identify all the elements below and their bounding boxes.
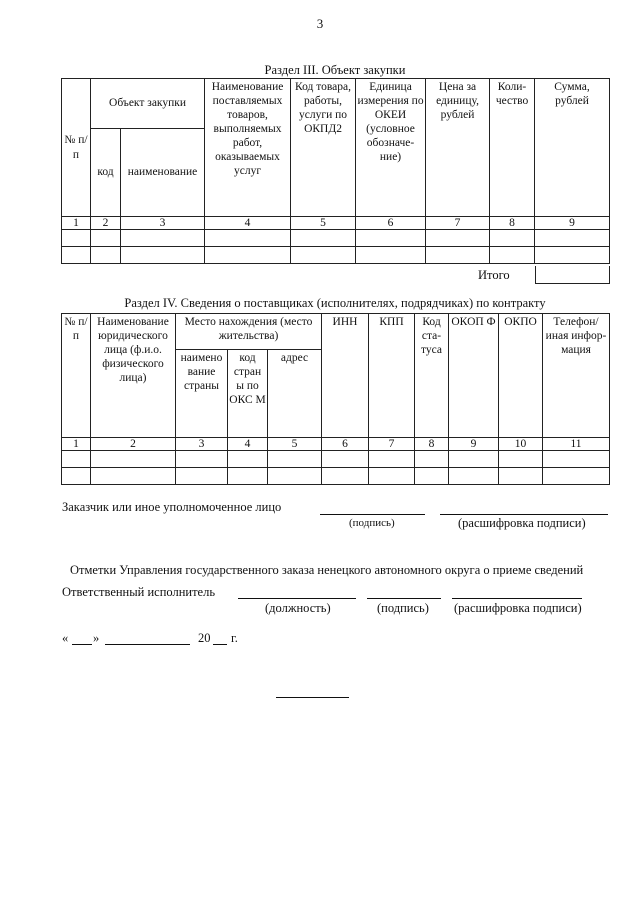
customer-sign-line — [320, 514, 425, 515]
s4-header-legal-name: Наименование юридического лица (ф.и.о. физического лица) — [91, 314, 176, 438]
date-year-prefix: 20 — [198, 631, 211, 645]
s4-header-inn: ИНН — [322, 314, 369, 438]
s3-col-number: 8 — [490, 217, 535, 230]
date-month-line — [105, 644, 190, 645]
s4-col-numbers-row — [62, 438, 610, 451]
date-year-line — [213, 644, 227, 645]
table-row — [62, 451, 610, 468]
s3-total-label: Итого — [478, 268, 510, 282]
s4-header-okpo: ОКПО — [499, 314, 543, 438]
section4-title: Раздел IV. Сведения о поставщиках (исполнителях, подрядчиках) по контракту — [124, 296, 546, 310]
date-day-line — [72, 644, 92, 645]
s4-col-number: 11 — [543, 438, 610, 451]
section3-table — [61, 78, 610, 264]
executor-decode-line — [452, 598, 582, 599]
s3-header-code: код — [91, 129, 121, 217]
s3-header-price: Цена за единицу, рублей — [426, 79, 490, 217]
s4-col-number: 7 — [369, 438, 415, 451]
customer-label: Заказчик или иное уполномоченное лицо — [62, 500, 282, 514]
s4-header-location: Место нахождения (место жительства) — [176, 314, 322, 350]
s4-col-number: 3 — [176, 438, 228, 451]
s4-col-number: 10 — [499, 438, 543, 451]
executor-label: Ответственный исполнитель — [62, 585, 216, 599]
s3-col-number: 2 — [91, 217, 121, 230]
s3-header-qty: Коли-чество — [490, 79, 535, 217]
s3-col-number: 4 — [205, 217, 291, 230]
s4-header-num: № п/п — [62, 314, 91, 438]
s3-col-number: 6 — [356, 217, 426, 230]
s4-header-phone: Телефон/иная инфор-мация — [543, 314, 610, 438]
s4-header-kpp: КПП — [369, 314, 415, 438]
customer-sign-caption: (подпись) — [349, 517, 395, 529]
s3-total-value-cell — [535, 266, 610, 284]
position-line — [238, 598, 356, 599]
date-close-quote: » — [93, 631, 100, 645]
table-row — [62, 468, 610, 485]
s4-col-number: 1 — [62, 438, 91, 451]
section3-title: Раздел III. Объект закупки — [264, 63, 406, 77]
table-row — [62, 230, 610, 247]
section4-table — [61, 313, 610, 485]
executor-decode-caption: (расшифровка подписи) — [454, 601, 582, 615]
s3-header-okpd: Код товара, работы, услуги по ОКПД2 — [291, 79, 356, 217]
page-number: 3 — [316, 16, 324, 31]
s3-header-sum: Сумма, рублей — [535, 79, 610, 217]
s3-col-number: 3 — [121, 217, 205, 230]
s4-col-number: 5 — [268, 438, 322, 451]
s3-col-number: 1 — [62, 217, 91, 230]
date-open-quote: « — [62, 631, 69, 645]
s4-header-country-name: наимено вание страны — [176, 350, 228, 438]
date-year-suffix: г. — [231, 631, 238, 645]
customer-decode-line — [440, 514, 608, 515]
s4-header-country-code: код стран ы по ОКС М — [228, 350, 268, 438]
s4-col-number: 9 — [449, 438, 499, 451]
s4-col-number: 4 — [228, 438, 268, 451]
closing-rule — [276, 697, 349, 698]
s4-header-okopf: ОКОП Ф — [449, 314, 499, 438]
s4-col-number: 2 — [91, 438, 176, 451]
table-row — [62, 247, 610, 264]
executor-sign-line — [367, 598, 441, 599]
s3-header-object: Объект закупки — [91, 79, 205, 129]
s4-col-number: 8 — [415, 438, 449, 451]
marks-title: Отметки Управления государственного заказа ненецкого автономного округа о приеме сведений — [70, 563, 584, 577]
s4-header-status: Код ста-туса — [415, 314, 449, 438]
s3-col-number: 9 — [535, 217, 610, 230]
customer-decode-caption: (расшифровка подписи) — [458, 516, 586, 530]
s3-header-num: № п/п — [62, 79, 91, 217]
s3-header-name: наименование — [121, 129, 205, 217]
s4-col-number: 6 — [322, 438, 369, 451]
position-caption: (должность) — [265, 601, 331, 615]
s3-col-number: 5 — [291, 217, 356, 230]
executor-sign-caption: (подпись) — [377, 601, 429, 615]
s3-header-okei: Единица измерения по ОКЕИ (условное обозначе-ние) — [356, 79, 426, 217]
s3-header-goods-name: Наименование поставляемых товаров, выполняемых работ, оказываемых услуг — [205, 79, 291, 217]
s4-header-address: адрес — [268, 350, 322, 438]
s3-col-numbers-row — [62, 217, 610, 230]
s3-col-number: 7 — [426, 217, 490, 230]
